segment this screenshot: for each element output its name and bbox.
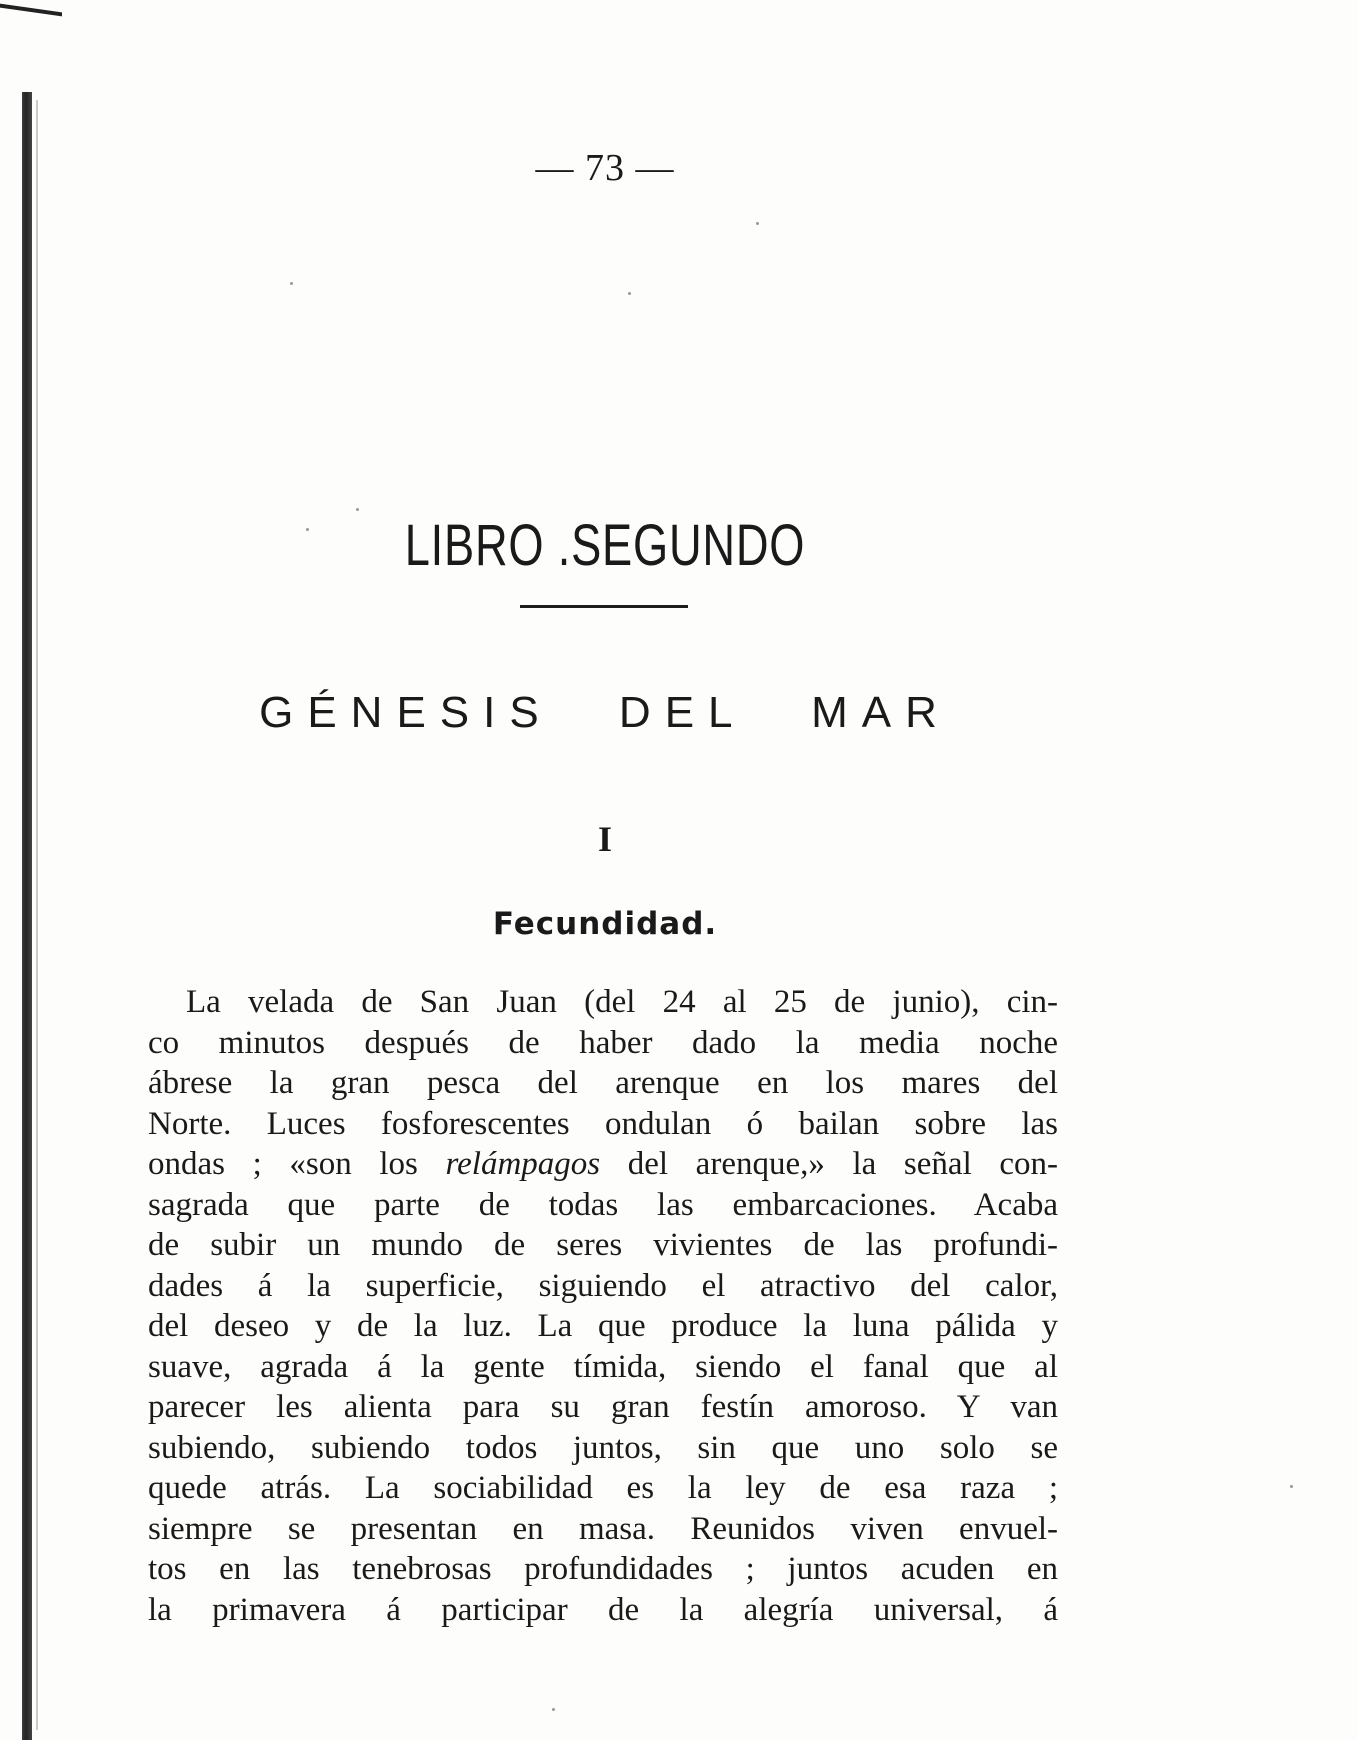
chapter-heading: Fecundidad. <box>492 906 718 942</box>
body-line <box>148 1387 1058 1428</box>
body-line <box>148 1347 1058 1388</box>
scan-corner-mark <box>0 4 62 17</box>
body-line <box>148 982 1058 1023</box>
body-line-text: tos en las tenebrosas profundidades ; juntos acuden en <box>148 1551 1058 1587</box>
scan-speck <box>552 1708 555 1711</box>
section-title: GÉNESIS DEL MAR <box>259 688 951 737</box>
body-line <box>148 1549 1058 1590</box>
scan-speck <box>1290 1485 1293 1488</box>
body-line <box>148 1590 1058 1631</box>
book-title: LIBRO .SEGUNDO <box>404 513 806 578</box>
body-line <box>148 1306 1058 1347</box>
body-line-text: ábrese la gran pesca del arenque en los mares del <box>148 1065 1058 1101</box>
body-line <box>148 1063 1058 1104</box>
body-line <box>148 1023 1058 1064</box>
body-line <box>148 1144 1058 1185</box>
body-line-text: siempre se presentan en masa. Reunidos viven envuel- <box>148 1510 1058 1547</box>
scan-speck <box>290 282 293 285</box>
body-line-italic: relámpagos <box>445 1146 601 1182</box>
body-line <box>148 1509 1058 1550</box>
scan-speck <box>628 292 631 295</box>
body-line-text: de subir un mundo de seres vivientes de las profundi- <box>148 1227 1058 1263</box>
body-line-text: subiendo, subiendo todos juntos, sin que uno solo se <box>148 1429 1058 1466</box>
body-line-text: co minutos después de haber dado la media noche <box>148 1024 1058 1061</box>
title-divider <box>520 605 688 608</box>
body-line <box>148 1104 1058 1145</box>
page-number: — 73 — <box>535 147 675 189</box>
body-line-text: quede atrás. La sociabilidad es la ley de esa raza ; <box>148 1470 1058 1506</box>
body-line-text: Norte. Luces fosforescentes ondulan ó bailan sobre las <box>148 1105 1058 1142</box>
scan-speck <box>756 222 759 225</box>
body-line-text: del arenque,» la señal con- <box>600 1146 1058 1182</box>
chapter-numeral: I <box>597 819 612 859</box>
body-line <box>148 1468 1058 1509</box>
body-line <box>148 1185 1058 1226</box>
body-line <box>148 1225 1058 1266</box>
body-line-text: ondas ; «son los <box>148 1146 446 1182</box>
body-line <box>148 1428 1058 1469</box>
body-line <box>148 1266 1058 1307</box>
body-line-text: del deseo y de la luz. La que produce la luna pálida y <box>148 1308 1058 1344</box>
body-line-text: parecer les alienta para su gran festín amoroso. Y van <box>148 1389 1058 1425</box>
body-line-text: dades á la superficie, siguiendo el atractivo del calor, <box>148 1267 1058 1304</box>
body-paragraph <box>148 982 1058 1630</box>
body-line-text: sagrada que parte de todas las embarcaciones. Acaba <box>148 1186 1058 1223</box>
scan-speck <box>356 508 359 511</box>
body-line-text: la primavera á participar de la alegría universal, á <box>148 1591 1058 1628</box>
body-line-text: suave, agrada á la gente tímida, siendo el fanal que al <box>148 1348 1058 1385</box>
body-line-text: La velada de San Juan (del 24 al 25 de junio), cin- <box>186 984 1058 1020</box>
